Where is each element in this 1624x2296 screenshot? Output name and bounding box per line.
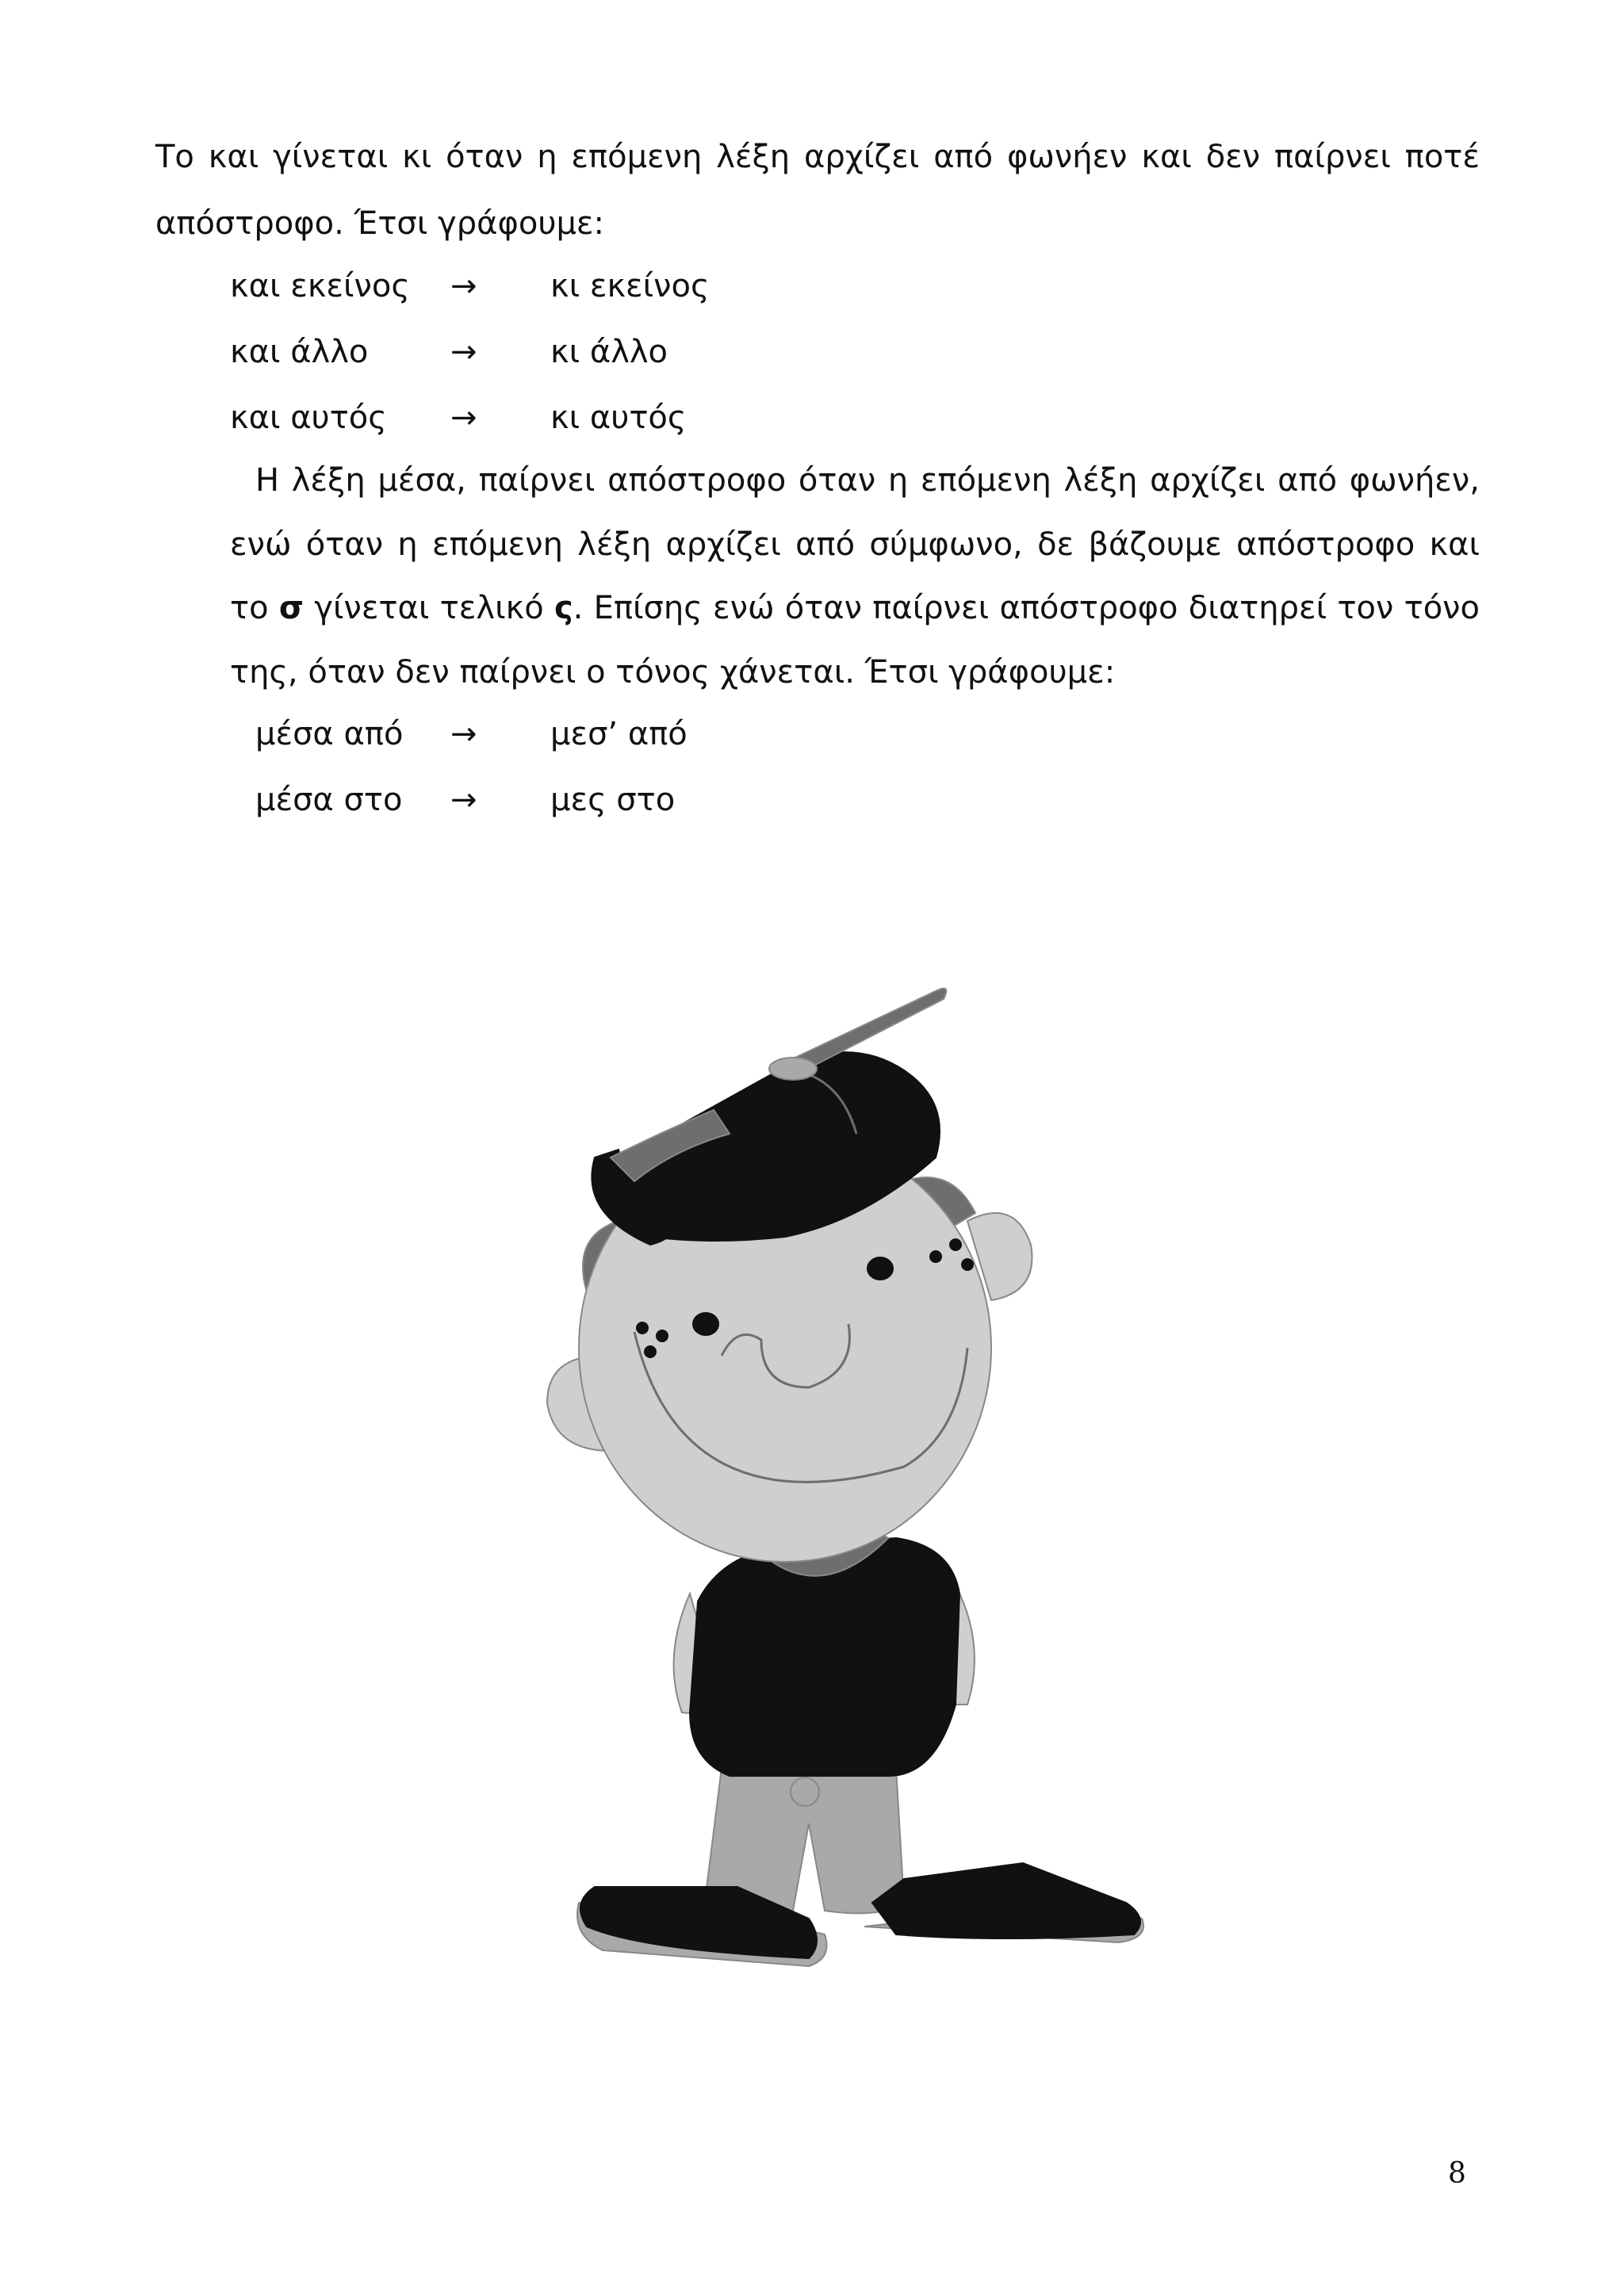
example-kai-2 bbox=[230, 331, 785, 373]
paragraph-1-line-2: απόστροφο. Έτσι γράφουμε: bbox=[155, 205, 605, 242]
example-kai-3 bbox=[230, 397, 785, 438]
example-kai-1 bbox=[230, 266, 785, 307]
example-to: κι άλλο bbox=[550, 334, 668, 370]
paragraph-2-line-1: Η λέξη μέσα, παίρνει απόστροφο όταν η επόμενη λέξη αρχίζει από φωνήεν, bbox=[255, 462, 1480, 499]
example-from: μέσα στο bbox=[255, 782, 403, 818]
text-segment: γίνεται τελικό bbox=[304, 590, 554, 626]
example-to: κι εκείνος bbox=[550, 268, 710, 304]
arrow-right-icon: → bbox=[450, 782, 477, 818]
arrow-right-icon: → bbox=[450, 400, 477, 436]
final-sigma-letter: ς bbox=[553, 590, 573, 626]
page-number: 8 bbox=[1448, 2157, 1466, 2190]
text-segment: . Επίσης ενώ όταν παίρνει απόστροφο διατηρεί τον τόνο bbox=[573, 590, 1480, 626]
example-from: και αυτός bbox=[230, 400, 387, 436]
example-to: μεσ’ από bbox=[550, 716, 688, 752]
example-mesa-1 bbox=[255, 714, 810, 755]
example-from: και εκείνος bbox=[230, 268, 410, 304]
example-from: και άλλο bbox=[230, 334, 369, 370]
arrow-right-icon: → bbox=[450, 334, 477, 370]
paragraph-1-line-1: Το και γίνεται κι όταν η επόμενη λέξη αρχίζει από φωνήεν και δεν παίρνει ποτέ bbox=[155, 139, 1480, 175]
sigma-letter: σ bbox=[278, 590, 304, 626]
paragraph-2-line-4: της, όταν δεν παίρνει ο τόνος χάνεται. Έτσι γράφουμε: bbox=[230, 654, 1116, 691]
example-to: μες στο bbox=[550, 782, 676, 818]
text-segment: το bbox=[230, 590, 279, 626]
cartoon-boy-with-propeller-cap-icon bbox=[523, 975, 1189, 2038]
example-mesa-2 bbox=[255, 779, 810, 821]
paragraph-2-line-2: ενώ όταν η επόμενη λέξη αρχίζει από σύμφωνο, δε βάζουμε απόστροφο και bbox=[230, 526, 1480, 563]
example-to: κι αυτός bbox=[550, 400, 687, 436]
paragraph-2-line-3 bbox=[230, 587, 1480, 629]
arrow-right-icon: → bbox=[450, 268, 477, 304]
arrow-right-icon: → bbox=[450, 716, 477, 752]
example-from: μέσα από bbox=[255, 716, 404, 752]
